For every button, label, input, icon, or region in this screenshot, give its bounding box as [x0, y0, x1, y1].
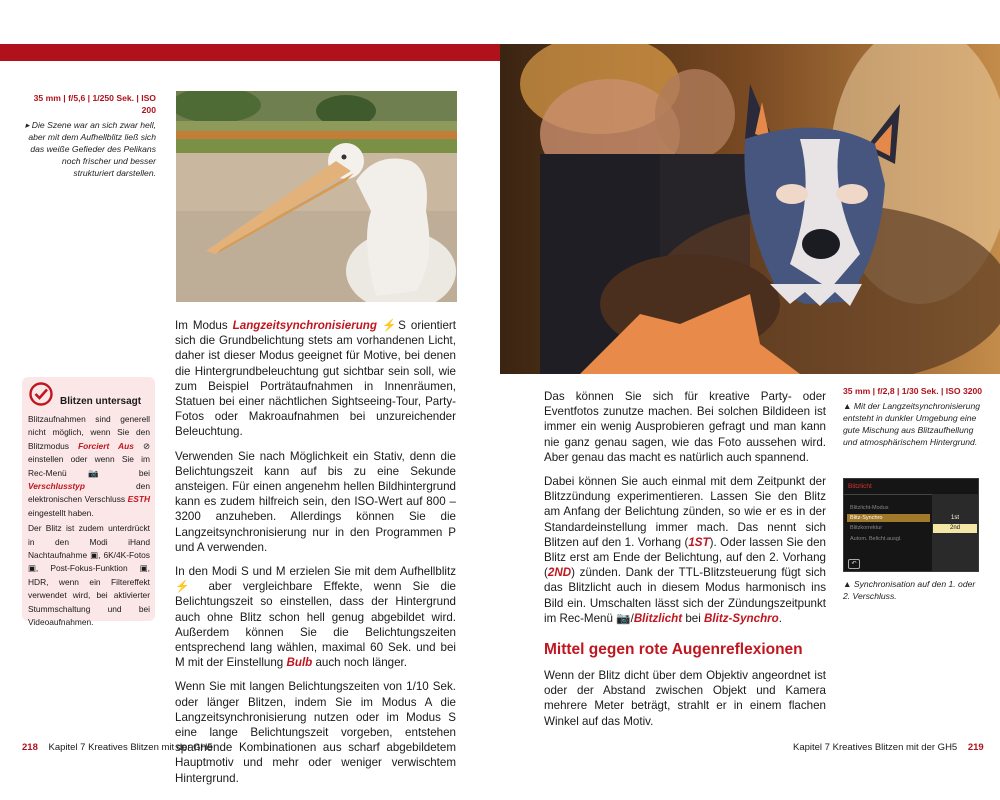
text-run: In den Modi S und M erzielen Sie mit dem Aufhellblitz ⚡ aber vergleichbare Effekte, wenn Sie die Belichtungszeit so einstellen, dass der Hintergrund auch ohne Blitz schon hell genug abgebildet wird. Außerdem können Sie die Belichtungszeiten entsprechend lang wählen, maximal 60 Sek. und bei M mit der Einstellung — [175, 565, 456, 670]
text-run: Blitzaufnahmen sind generell nicht möglich, wenn Sie den Blitzmodus — [28, 414, 150, 451]
left-footer — [22, 742, 213, 753]
menu-item[interactable]: Blitzkorrektur — [850, 525, 883, 531]
term-esth: ESTH — [127, 494, 150, 505]
text-run: auch noch länger. — [312, 656, 408, 670]
mask-photo-illustration — [500, 44, 1000, 374]
menu-option-1st[interactable]: 1st — [933, 514, 977, 523]
paragraph: Das können Sie sich für kreative Party- oder Eventfotos zunutze machen. Bei solchen Bildideen ist immer ein wenig Ausprobieren gefragt und man kann nie ganz genau sagen, wie das Foto aussehen wird. Aber genau das macht es natürlich auch spannend. — [544, 390, 826, 464]
chapter-color-bar — [0, 44, 500, 61]
menu-title: Blitzlicht — [848, 483, 872, 490]
paragraph: Der Blitz ist zudem unterdrückt in den Modi iHand Nachtaufnahme ▣, 6K/4K-Fotos ▣, Post-Fokus-Funktion ▣, HDR, wenn ein Filtereffekt verwendet wird, bei aktivierter Stummschaltung und bei Videoaufnahmen. — [28, 523, 150, 628]
back-arrow-icon[interactable]: ↶ — [848, 559, 860, 569]
term-bulb: Bulb — [286, 656, 313, 670]
section-heading: Mittel gegen rote Augenreflexionen — [544, 641, 803, 658]
chapter-title: Kapitel 7 Kreatives Blitzen mit der GH5 — [793, 742, 958, 753]
page-number: 219 — [967, 742, 984, 753]
pelican-photo — [176, 91, 457, 302]
caption-text: ▲ Mit der Langzeitsynchronisierung entsteht in dunkler Umgebung eine gute Mischung aus Blitzaufhellung und atmosphärischem Hintergrund. — [843, 401, 981, 447]
text-run: Dabei können Sie auch einmal mit dem Zeitpunkt der Blitzzündung experimentieren. Lassen Sie den Blitz am Anfang der Belichtung zünden, so wie er es in der Standardeinstellung immer mach. Das nennt sich Blitzen auf den 1. Vorhang ( — [544, 475, 826, 549]
pelican-photo-caption — [22, 92, 156, 179]
menu-caption — [843, 578, 983, 602]
child-with-dog-mask-photo — [500, 44, 1000, 374]
text-run: ⊘ einstellen oder wenn Sie im Rec-Menü 📷 bei — [28, 440, 150, 478]
caption-exif: 35 mm | f/5,6 | 1/250 Sek. | ISO 200 — [33, 93, 156, 115]
term-langzeitsynchronisierung: Langzeitsynchronisierung — [232, 319, 377, 332]
caption-exif: 35 mm | f/2,8 | 1/30 Sek. | ISO 3200 — [843, 386, 983, 396]
caption-text: ▲ Synchronisation auf den 1. oder 2. Verschluss. — [843, 579, 976, 601]
menu-item-selected[interactable]: Blitz-Synchro — [847, 514, 930, 522]
text-run: ). Oder lassen Sie den Blitz erst am Ende der Belichtung, auf den 2. Vorhang ( — [544, 535, 826, 580]
text-run: den elektronischen Verschluss — [28, 481, 150, 505]
term-2nd: 2ND — [547, 566, 572, 580]
right-body-text — [544, 389, 826, 635]
checkmark-circle-icon — [28, 381, 54, 412]
pelican-illustration — [176, 91, 457, 302]
paragraph — [544, 474, 826, 626]
mask-photo-caption — [843, 385, 983, 448]
text-run: bei — [682, 611, 705, 625]
caption-text: ▸ Die Szene war an sich zwar hell, aber mit dem Aufhellblitz ließ sich das weiße Gefieder des Pelikans noch frischer und besser strukturiert darstellen. — [25, 120, 156, 178]
text-run: Im Modus — [175, 319, 233, 332]
text-run: . — [778, 611, 783, 625]
paragraph: Wenn Sie mit langen Belichtungszeiten von 1/10 Sek. oder länger Blitzen, indem Sie im Modus A die Langzeitsynchronisierung nutzen oder im Modus S eine lange Belichtungszeit vorgeben, entstehen spannende Kombinationen aus scharf abgebildetem Hauptmotiv und mehr oder weniger verwischtem Hintergrund. — [175, 680, 456, 785]
text-run: eingestellt haben. — [28, 507, 94, 518]
left-body-text — [175, 318, 456, 795]
text-run: ) zünden. Dank der TTL-Blitzsteuerung fügt sich das Blitzlicht auch in diesem Modus harmonisch ins Bild ein. Umschalten lässt sich der Zündungszeitpunkt im Rec-Menü 📷/ — [544, 566, 826, 625]
tip-box — [22, 377, 155, 628]
paragraph — [28, 413, 150, 520]
term-forciert-aus: Forciert Aus — [78, 440, 134, 451]
tip-title: Blitzen untersagt — [60, 396, 142, 407]
menu-item[interactable]: Autom. Belicht.ausgl. — [850, 536, 902, 542]
term-blitzlicht: Blitzlicht — [633, 611, 683, 625]
paragraph — [175, 564, 456, 670]
page-number: 218 — [22, 742, 38, 753]
term-1st: 1ST — [688, 535, 710, 549]
menu-item[interactable]: Blitzlicht-Modus — [850, 505, 889, 511]
paragraph: Wenn der Blitz dicht über dem Objektiv angeordnet ist oder der Abstand zwischen Objekt und Kamera mehrere Meter beträgt, strahlt er in einem flachen Winkel auf das Motiv. — [544, 669, 826, 728]
chapter-title: Kapitel 7 Kreatives Blitzen mit der GH5 — [48, 742, 213, 753]
term-blitz-synchro: Blitz-Synchro — [704, 611, 779, 625]
right-body-text-2 — [544, 668, 826, 738]
paragraph: Verwenden Sie nach Möglichkeit ein Stativ, denn die Belichtungszeit kann auf bis zu eine Sekunde ansteigen. Für einen angenehm hellen Bildhintergrund kann es zudem hilfreich sein, den ISO-Wert auf 800 – 3200 anzuheben. Allerdings können Sie die Langzeitsynchronisierung nur in den Programmen P und A verwenden. — [175, 449, 456, 554]
text-run: ⚡S orientiert sich die Grundbelichtung stets am vorhandenen Licht, daher ist dieser Modus geeignet für Motive, bei denen die Hintergrundbeleuchtung gut sichtbar sein soll, wie zum Beispiel Porträtaufnahmen in Innenräumen, Statuen bei einer nächtlichen Sightseeing-Tour, Party-Fotos oder Makroaufnahmen bei unzureichender Beleuchtung. — [175, 319, 457, 439]
camera-menu-screenshot — [843, 478, 979, 572]
menu-option-2nd[interactable]: 2nd — [933, 524, 977, 533]
term-verschlusstyp: Verschlusstyp — [28, 481, 85, 492]
right-footer — [793, 742, 984, 753]
tip-text — [28, 413, 150, 632]
paragraph — [175, 318, 456, 440]
